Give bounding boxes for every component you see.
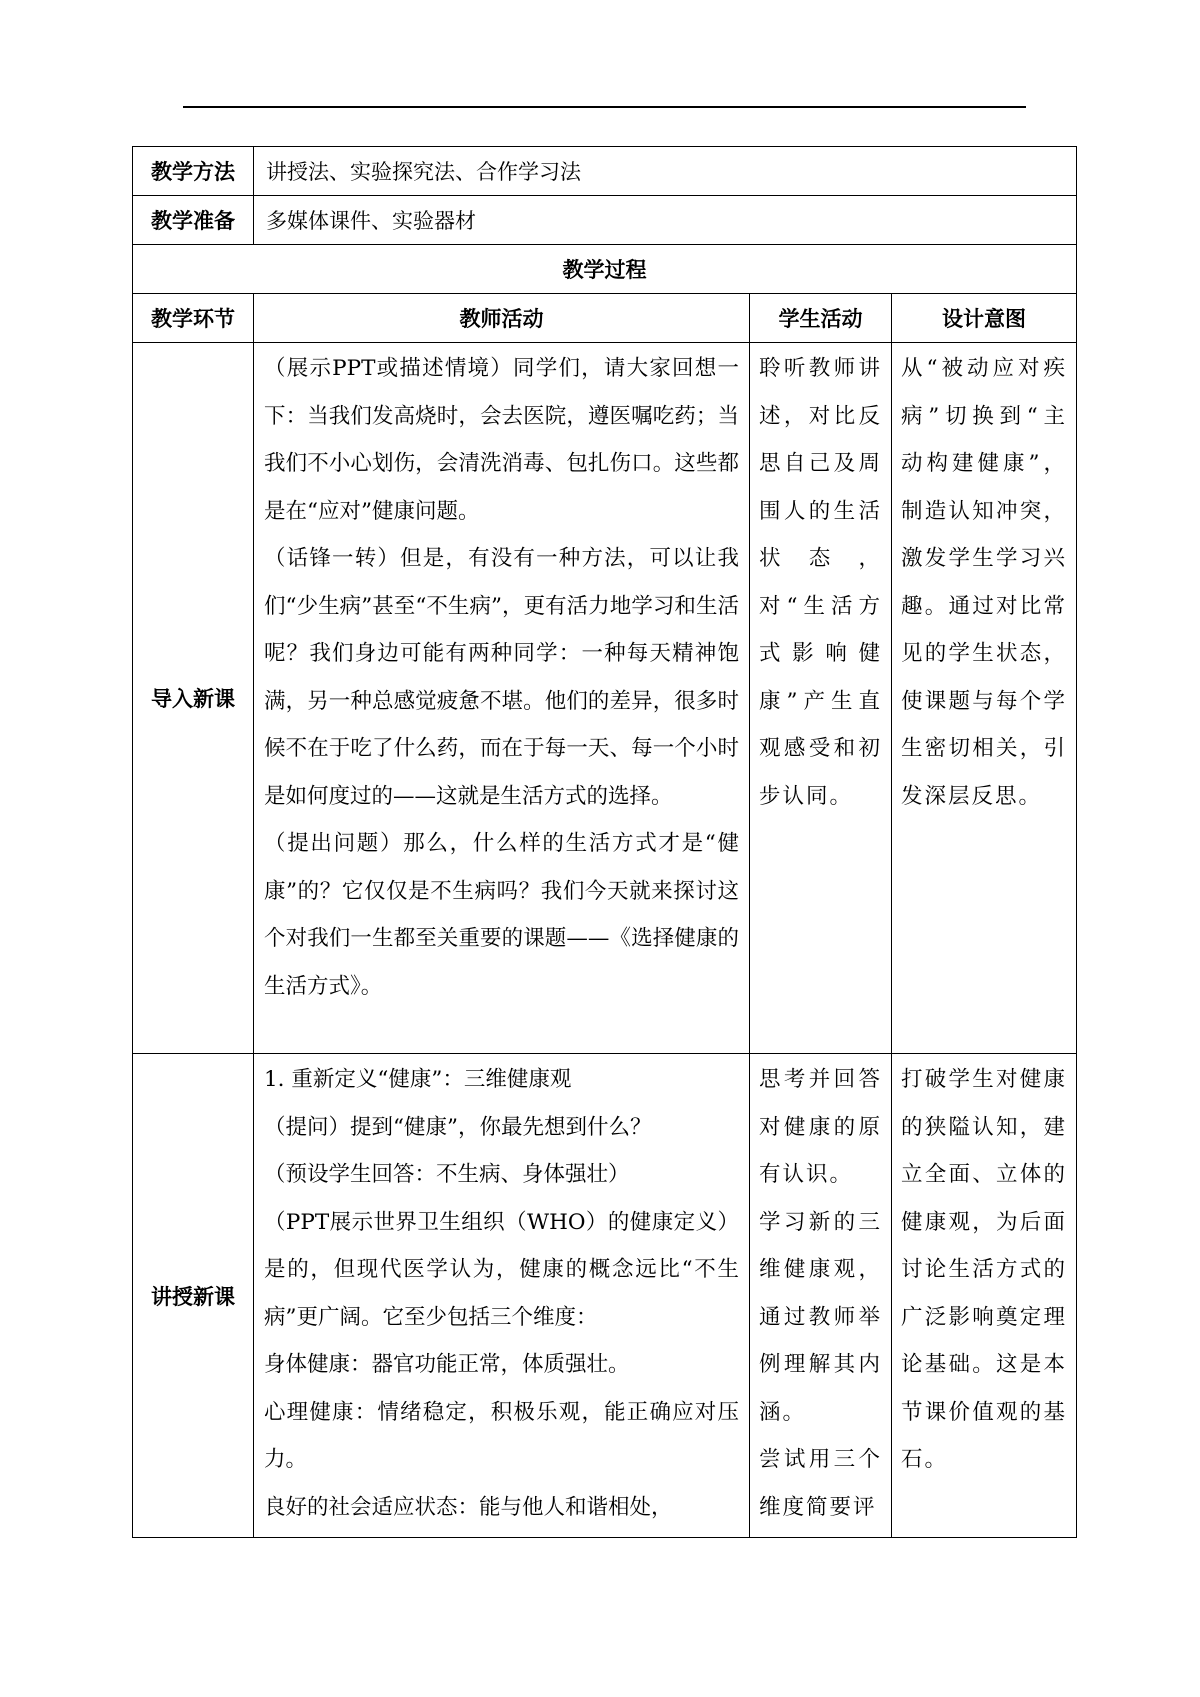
paragraph: （展示PPT或描述情境）同学们，请大家回想一下：当我们发高烧时，会去医院，遵医嘱吃药；当我们不小心划伤，会清洗消毒、包扎伤口。这些都是在“应对”健康问题。 [264,356,739,524]
paragraph: 良好的社会适应状态：能与他人和谐相处， [264,1494,673,1520]
preparation-value: 多媒体课件、实验器材 [254,196,1077,245]
process-title: 教学过程 [133,245,1077,294]
method-value: 讲授法、实验探究法、合作学习法 [254,147,1077,196]
paragraph: （提出问题）那么，什么样的生活方式才是“健康”的？它仅仅是不生病吗？我们今天就来探讨这个对我们一生都至关重要的课题——《选择健康的生活方式》。 [264,831,739,999]
process-title-row [133,245,1077,294]
paragraph: 从“被动应对疾病”切换到“主动构建健康”，制造认知冲突，激发学生学习兴趣。通过对比常见的学生状态，使课题与每个学生密切相关，引发深层反思。 [901,356,1068,809]
preparation-row [133,196,1077,245]
paragraph: （PPT展示世界卫生组织（WHO）的健康定义）是的，但现代医学认为，健康的概念远比“不生病”更广阔。它至少包括三个维度： [264,1209,739,1330]
paragraph: 1. 重新定义“健康”：三维健康观 [264,1067,572,1092]
teacher-activity-intro [254,343,750,1054]
header-teacher: 教师活动 [254,294,750,343]
student-activity-teach [750,1054,892,1538]
header-stage: 教学环节 [133,294,254,343]
paragraph: 心理健康：情绪稳定，积极乐观，能正确应对压力。 [264,1399,739,1472]
table-row [133,343,1077,1054]
header-rule [183,106,1026,108]
paragraph: 尝试用三个维度简要评 [759,1447,882,1520]
header-intent: 设计意图 [892,294,1077,343]
column-header-row [133,294,1077,343]
table-row [133,1054,1077,1538]
design-intent-intro [892,343,1077,1054]
lesson-plan-table [132,146,1077,1538]
paragraph: 思考并回答对健康的原有认识。 [759,1067,882,1187]
stage-teach: 讲授新课 [133,1054,254,1538]
student-activity-intro [750,343,892,1054]
header-student: 学生活动 [750,294,892,343]
paragraph: （话锋一转）但是，有没有一种方法，可以让我们“少生病”甚至“不生病”，更有活力地学习和生活呢？我们身边可能有两种同学：一种每天精神饱满，另一种总感觉疲惫不堪。他们的差异，很多时候不在于吃了什么药，而在于每一天、每一个小时是如何度过的——这就是生活方式的选择。 [264,546,739,809]
design-intent-teach [892,1054,1077,1538]
paragraph: 身体健康：器官功能正常，体质强壮。 [264,1352,630,1377]
preparation-label: 教学准备 [133,196,254,245]
stage-intro: 导入新课 [133,343,254,1054]
paragraph: 打破学生对健康的狭隘认知，建立全面、立体的健康观，为后面讨论生活方式的广泛影响奠定理论基础。这是本节课价值观的基石。 [901,1067,1068,1472]
paragraph: （提问）提到“健康”，你最先想到什么？ [264,1114,652,1140]
teacher-activity-teach [254,1054,750,1538]
paragraph: 学习新的三维健康观，通过教师举例理解其内涵。 [759,1209,882,1425]
method-row [133,147,1077,196]
paragraph: 聆听教师讲述，对比反思自己及周围人的生活状态，对“生活方式影响健康”产生直观感受和初步认同。 [759,356,882,809]
method-label: 教学方法 [133,147,254,196]
paragraph: （预设学生回答：不生病、身体强壮） [264,1162,630,1187]
